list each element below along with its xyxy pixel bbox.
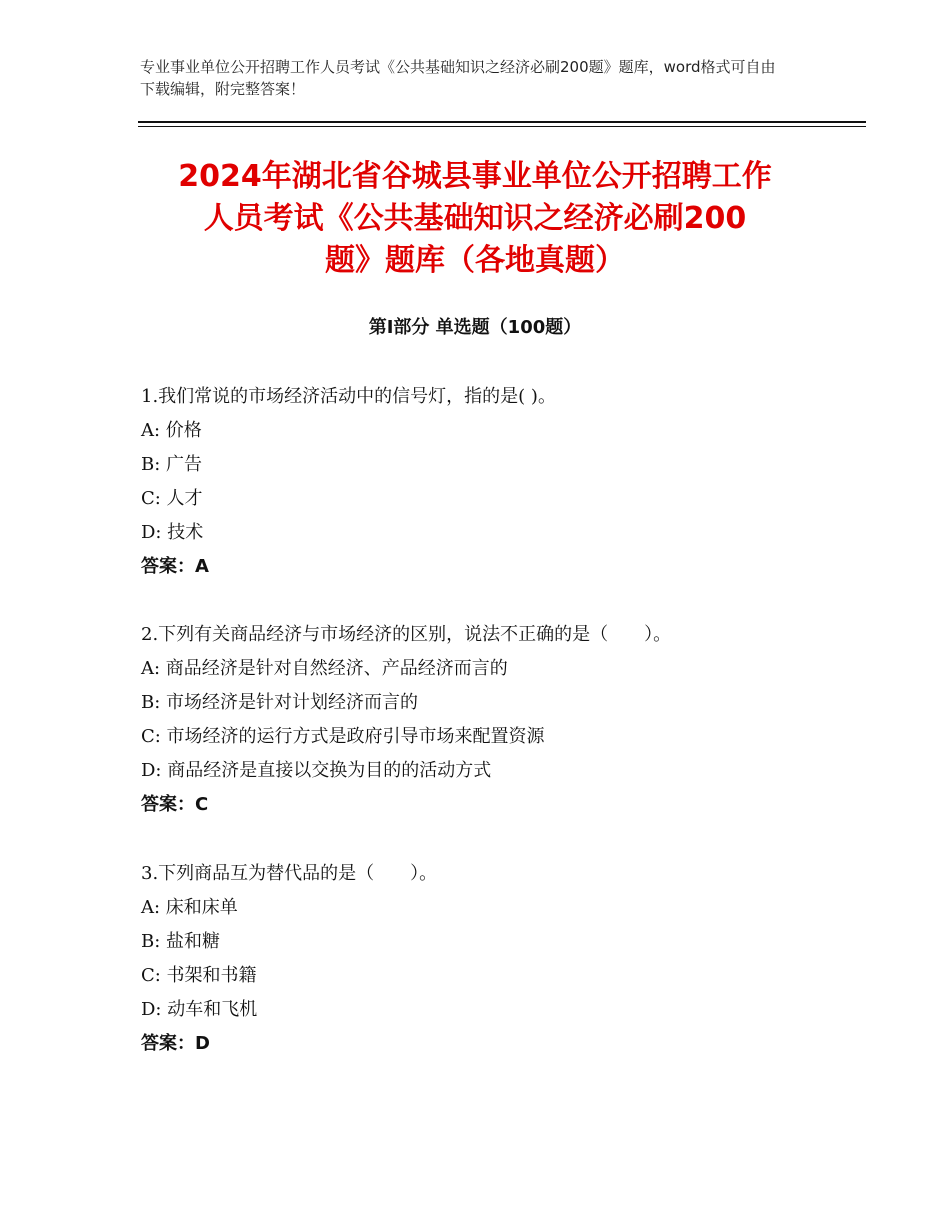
option-a: A: 商品经济是针对自然经济、产品经济而言的 [141, 658, 508, 679]
question-stem: 3.下列商品互为替代品的是（ ）。 [141, 863, 438, 884]
answer: 答案：D [141, 1033, 210, 1054]
answer: 答案：A [141, 556, 209, 577]
option-d: D: 商品经济是直接以交换为目的的活动方式 [141, 760, 492, 781]
header-rule-thin [138, 126, 866, 127]
document-title [120, 156, 830, 282]
title-line-2: 人员考试《公共基础知识之经济必刷200 [203, 201, 747, 236]
option-c: C: 书架和书籍 [141, 965, 257, 986]
option-d: D: 技术 [141, 522, 204, 543]
option-a: A: 床和床单 [141, 897, 238, 918]
header-rule-thick [138, 121, 866, 123]
option-c: C: 人才 [141, 488, 203, 509]
question-stem: 1.我们常说的市场经济活动中的信号灯，指的是( )。 [141, 386, 556, 407]
title-line-3: 题》题库（各地真题） [325, 243, 625, 278]
section-heading: 第Ⅰ部分 单选题（100题） [368, 317, 582, 338]
option-b: B: 广告 [141, 454, 203, 475]
question-1 [141, 380, 841, 584]
title-line-1: 2024年湖北省谷城县事业单位公开招聘工作 [178, 159, 772, 194]
option-b: B: 盐和糖 [141, 931, 221, 952]
option-b: B: 市场经济是针对计划经济而言的 [141, 692, 419, 713]
question-3 [141, 857, 841, 1061]
option-d: D: 动车和飞机 [141, 999, 258, 1020]
header-note: 专业事业单位公开招聘工作人员考试《公共基础知识之经济必刷200题》题库，word格式可自由下载编辑，附完整答案！ [140, 58, 776, 98]
option-c: C: 市场经济的运行方式是政府引导市场来配置资源 [141, 726, 545, 747]
question-2 [141, 618, 841, 822]
question-stem: 2.下列有关商品经济与市场经济的区别，说法不正确的是（ ）。 [141, 624, 672, 645]
option-a: A: 价格 [141, 420, 202, 441]
answer: 答案：C [141, 794, 209, 815]
